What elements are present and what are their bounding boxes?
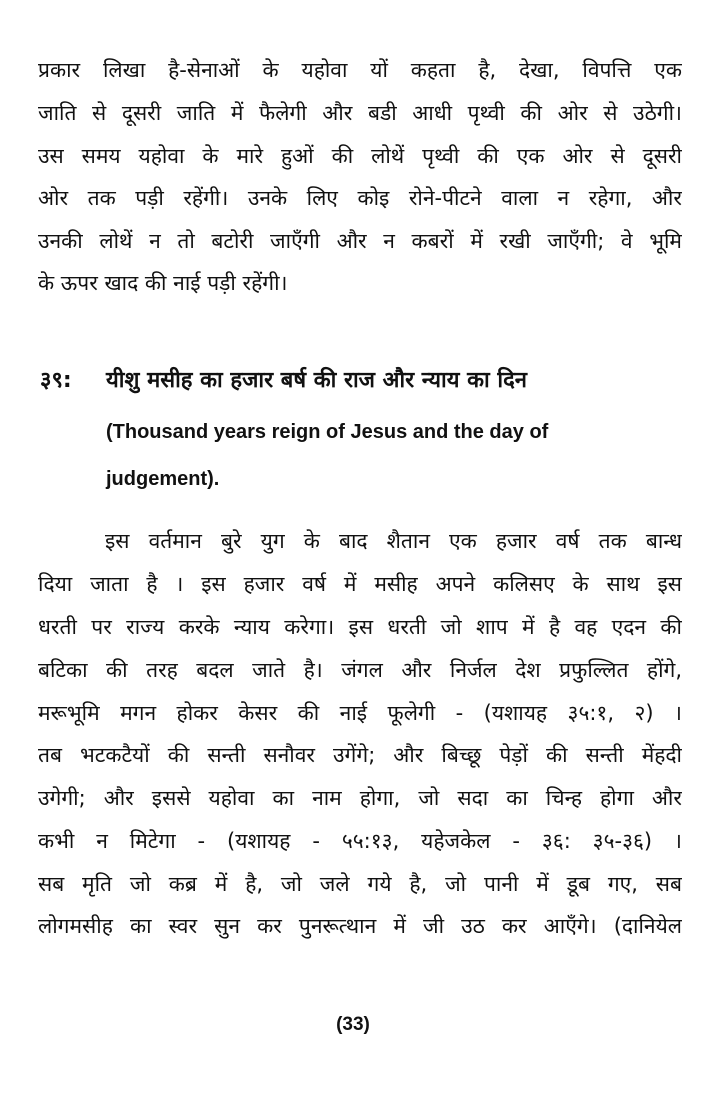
text-line: जाति से दूसरी जाति में फैलेगी और बडी आधी पृथ्वी की ओर से उठेगी। (38, 101, 682, 125)
text-line: उस समय यहोवा के मारे हुओं की लोथें पृथ्वी की एक ओर से दूसरी (38, 144, 682, 168)
text-line: दिया जाता है । इस हजार वर्ष में मसीह अपने कलिसए के साथ इस (38, 572, 682, 596)
text-line: उगेगी; और इससे यहोवा का नाम होगा, जो सदा का चिन्ह होगा और (38, 786, 682, 810)
section-title-hindi: यीशु मसीह का हजार बर्ष की राज और न्याय का दिन (106, 368, 528, 393)
text-line: बटिका की तरह बदल जाते है। जंगल और निर्जल देश प्रफुल्लित होंगे, (38, 658, 682, 682)
text-line: कभी न मिटेगा - (यशायह - ५५:१३, यहेजकेल - ३६: ३५-३६) । (38, 829, 682, 853)
text-line: ओर तक पड़ी रहेंगी। उनके लिए कोइ रोने-पीटने वाला न रहेगा, और (38, 186, 682, 210)
section-title-english-cont: judgement). (106, 468, 220, 490)
text-line: प्रकार लिखा है-सेनाओं के यहोवा यों कहता है, देखा, विपत्ति एक (38, 58, 682, 82)
text-line: सब मृति जो कब्र में है, जो जले गये है, जो पानी में डूब गए, सब (38, 872, 682, 896)
text-line: के ऊपर खाद की नाई पड़ी रहेंगी। (38, 271, 288, 295)
text-line: उनकी लोथें न तो बटोरी जाएँगी और न कबरों में रखी जाएँगी; वे भूमि (38, 229, 682, 253)
page-number: (33) (336, 1014, 370, 1035)
text-line: धरती पर राज्य करके न्याय करेगा। इस धरती जो शाप में है वह एदन की (38, 615, 682, 639)
section-title-english: (Thousand years reign of Jesus and the day of (106, 421, 549, 443)
text-line: इस वर्तमान बुरे युग के बाद शैतान एक हजार वर्ष तक बान्ध (105, 529, 682, 553)
text-line: लोगमसीह का स्वर सुन कर पुनरूत्थान में जी उठ कर आएँगे। (दानियेल (38, 914, 682, 938)
text-line: तब भटकटैयों की सन्ती सनौवर उगेंगे; और बिच्छू पेड़ों की सन्ती मेंहदी (38, 743, 682, 767)
section-number: ३९: (40, 368, 72, 393)
text-line: मरूभूमि मगन होकर केसर की नाई फूलेगी - (यशायह ३५:१, २) । (38, 701, 682, 725)
